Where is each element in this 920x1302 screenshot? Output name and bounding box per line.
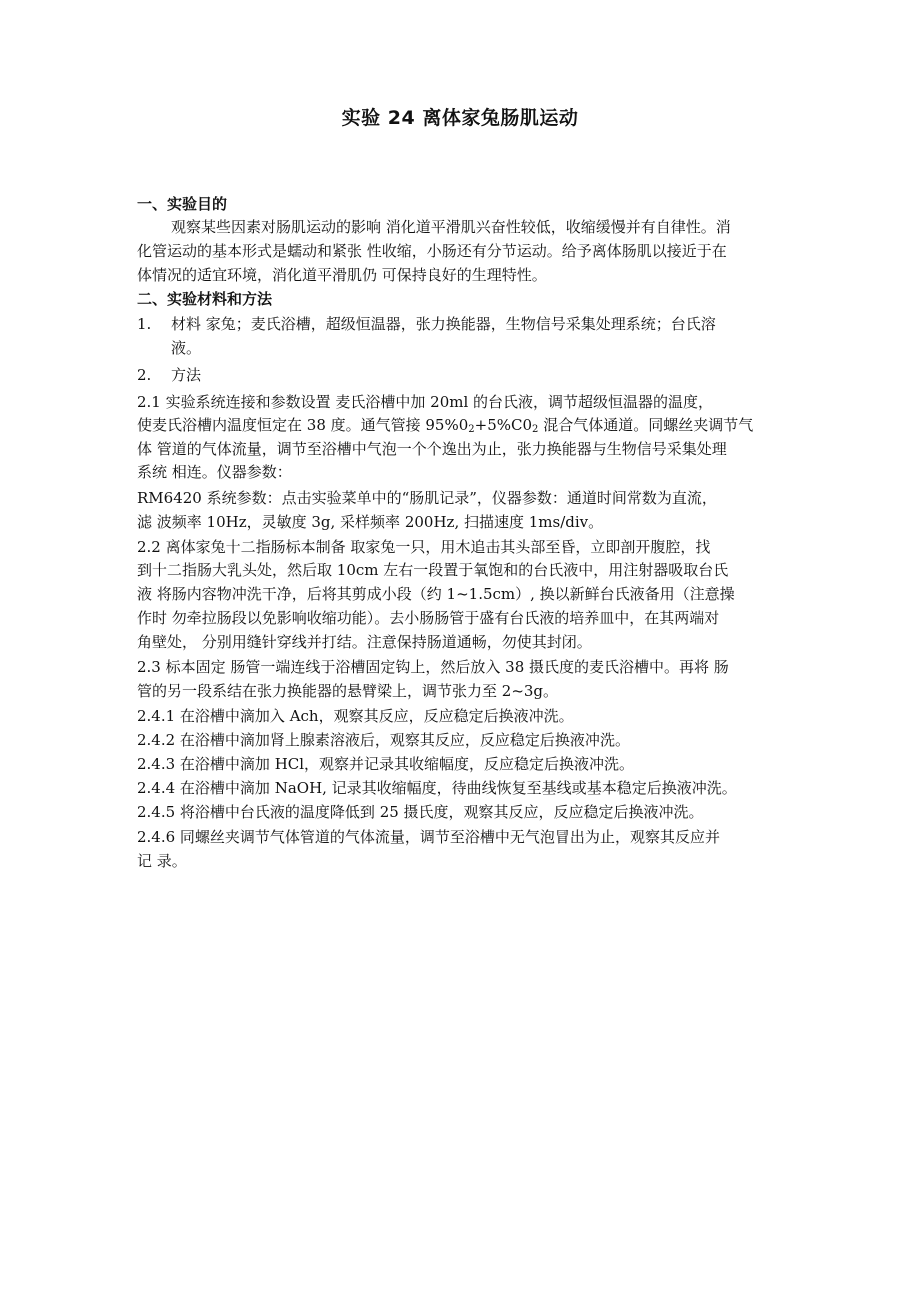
paragraph-line: 管的另一段系结在张力换能器的悬臂梁上，调节张力至 2~3g。 [137,682,559,700]
step-line: 2.4.5 将浴槽中台氏液的温度降低到 25 摄氏度，观察其反应，反应稳定后换液冲洗。 [137,803,704,821]
paragraph-line: 滤 波频率 10Hz，灵敏度 3g, 采样频率 200Hz, 扫描速度 1ms/div。 [137,513,604,531]
paragraph-line: 体情况的适宜环境，消化道平滑肌仍 可保持良好的生理特性。 [137,266,547,284]
paragraph-line: 体 管道的气体流量，调节至浴槽中气泡一个个逸出为止，张力换能器与生物信号采集处理 [137,440,727,458]
list-item-text: 方法 [171,366,202,384]
paragraph-line: 使麦氏浴槽内温度恒定在 38 度。通气管接 $95\%0_2+5\%C0_2$ 混合气体通道。同螺丝夹调节气 [137,416,754,435]
paragraph-line: 作时 勿牵拉肠段以免影响收缩功能）。去小肠肠管于盛有台氏液的培养皿中，在其两端对 [137,609,720,627]
step-line: 2.4.1 在浴槽中滴加入 Ach，观察其反应，反应稳定后换液冲洗。 [137,707,574,725]
paragraph-line: 液 将肠内容物冲洗干净，后将其剪成小段（约 1~1.5cm）, 换以新鲜台氏液备用（注意操 [137,585,735,603]
step-line: 2.4.6 同螺丝夹调节气体管道的气体流量，调节至浴槽中无气泡冒出为止，观察其反应并 [137,828,720,846]
paragraph-line: 到十二指肠大乳头处，然后取 10cm 左右一段置于氧饱和的台氏液中，用注射器吸取台氏 [137,561,729,579]
paragraph-line: 系统 相连。仪器参数： [137,463,292,481]
list-number: 2. [137,366,152,384]
list-item-text: 材料 家兔；麦氏浴槽，超级恒温器，张力换能器，生物信号采集处理系统；台氏溶 [171,315,716,333]
section-heading-purpose: 一、实验目的 [137,195,228,213]
section-heading-materials: 二、实验材料和方法 [137,290,273,308]
paragraph-line: RM6420 系统参数：点击实验菜单中的“肠肌记录”，仪器参数：通道时间常数为直流， [137,489,717,507]
list-number: 1. [137,315,152,333]
document-title: 实验 24 离体家兔肠肌运动 [341,107,579,129]
step-line: 2.4.2 在浴槽中滴加肾上腺素溶液后，观察其反应，反应稳定后换液冲洗。 [137,731,630,749]
step-line: 记 录。 [137,852,187,870]
paragraph-line: 观察某些因素对肠肌运动的影响 消化道平滑肌兴奋性较低，收缩缓慢并有自律性。消 [171,218,731,236]
paragraph-line: 2.2 离体家兔十二指肠标本制备 取家兔一只，用木追击其头部至昏，立即剖开腹腔，找 [137,538,711,556]
list-item-text: 液。 [171,339,202,357]
paragraph-line: 角壁处， 分别用缝针穿线并打结。注意保持肠道通畅，勿使其封闭。 [137,633,592,651]
step-line: 2.4.3 在浴槽中滴加 HCl，观察并记录其收缩幅度，反应稳定后换液冲洗。 [137,755,635,773]
paragraph-line: 化管运动的基本形式是蠕动和紧张 性收缩，小肠还有分节运动。给予离体肠肌以接近于在 [137,242,727,260]
paragraph-line: 2.3 标本固定 肠管一端连线于浴槽固定钩上，然后放入 38 摄氏度的麦氏浴槽中。再将 肠 [137,658,729,676]
paragraph-line: 2.1 实验系统连接和参数设置 麦氏浴槽中加 20ml 的台氏液，调节超级恒温器的温度， [137,393,714,411]
step-line: 2.4.4 在浴槽中滴加 NaOH, 记录其收缩幅度，待曲线恢复至基线或基本稳定后换液冲洗。 [137,779,737,797]
